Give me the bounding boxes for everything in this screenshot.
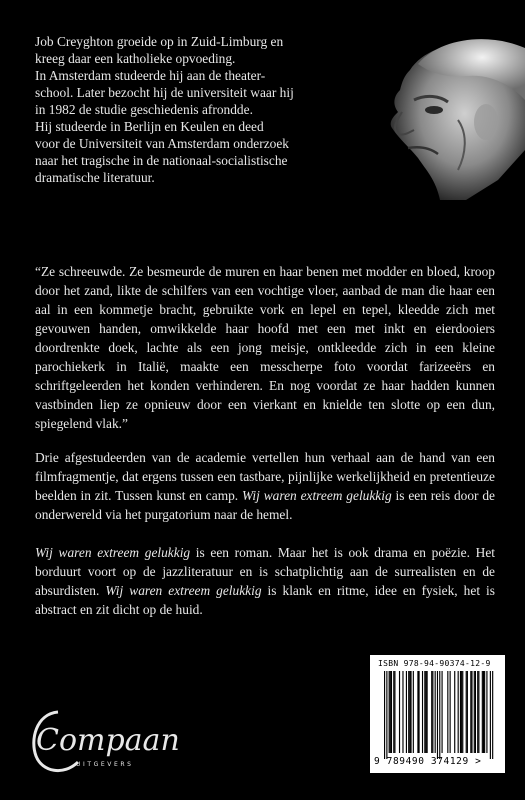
bio-line: kreeg daar een katholieke opvoeding.: [35, 51, 236, 66]
barcode-bar: [413, 671, 414, 753]
barcode-bar: [490, 671, 491, 759]
author-bio: [35, 33, 375, 186]
barcode-bar: [442, 671, 443, 753]
blurb-text: is klank en ritme, idee en fysiek, het is abstract en zit dicht op de huid.: [35, 583, 495, 617]
barcode-bar: [447, 671, 448, 753]
barcode-bar: [389, 671, 390, 753]
publisher-sub-text: UITGEVERS: [76, 761, 134, 768]
isbn-label: ISBN 978-94-90374-12-9: [378, 659, 491, 668]
blurb-paragraph-2: [35, 543, 495, 619]
barcode-bar: [427, 671, 428, 753]
barcode-bar: [492, 671, 493, 759]
barcode-bar: [450, 671, 451, 753]
book-title: Wij waren extreem gelukkig: [35, 545, 191, 560]
book-title: Wij waren extreem gelukkig: [105, 583, 262, 598]
bio-line: school. Later bezocht hij de universiteit waar hij: [35, 85, 294, 100]
barcode-bar: [431, 671, 432, 753]
barcode-bar: [462, 671, 463, 753]
barcode-bar: [474, 671, 475, 753]
barcode-bar: [467, 671, 468, 753]
bio-line: Job Creyghton groeide op in Zuid-Limburg en: [35, 34, 284, 49]
quote-text: “Ze schreeuwde. Ze besmeurde de muren en haar benen met modder en bloed, kroop door het zand, likte de schilfers van een vochtige vloer, aanbad de man die haar een aal in een kommetje bracht, gebruikte vork en lepel en tepel, kleedde zich met gevouwen handen, omwikkelde haar hoofd met een met inkt en eierdooiers doordrenkte doek, lachte als een jong meisje, ontkleedde zich in een kleine parochiekerk in Italië, maakte een messcherpe foto voordat farizeeërs en schriftgeleerden het konden verhinderen. En nog voordat ze haar hadden kunnen vastbinden liep ze opnieuw door een vierkant en knielde ten slotte op een dun, spiegelend vlak.”: [35, 264, 495, 431]
barcode-bar: [458, 671, 459, 753]
barcode-bar: [424, 671, 425, 753]
blurb-text: is een roman. Maar het is ook drama en poëzie. Het borduurt voort op de jazzliteratuur en is schatplichtig aan de surrealisten en de absurdisten.: [35, 545, 495, 598]
bio-line: naar het tragische in de nationaal-socialistische: [35, 153, 288, 168]
bio-line: Hij studeerde in Berlijn en Keulen en deed: [35, 119, 264, 134]
barcode-bar: [410, 671, 411, 753]
book-title: Wij waren extreem gelukkig: [242, 488, 392, 503]
barcode-bar: [470, 671, 471, 753]
barcode-bar: [393, 671, 394, 753]
isbn-barcode: [370, 655, 505, 773]
barcode-bar: [439, 671, 440, 759]
bio-line: In Amsterdam studeerde hij aan de theater-: [35, 68, 266, 83]
barcode-bar: [399, 671, 400, 753]
barcode-bar: [475, 671, 476, 753]
barcode-bar: [390, 671, 391, 753]
publisher-logo-text: Compaan: [36, 723, 178, 758]
barcode-bar: [419, 671, 420, 753]
barcode-bar: [460, 671, 461, 753]
barcode-bar: [391, 671, 392, 753]
barcode-bar: [435, 671, 436, 753]
blurb-text: Drie afgestudeerden van de academie vertellen hun verhaal aan de hand van een filmfragmentje, dat ergens tussen een tastbare, pijnlijke werkelijkheid en pretentieuze beelden in zit. Tussen kunst en camp.: [35, 450, 495, 503]
barcode-bar: [482, 671, 483, 753]
barcode-bar: [417, 671, 418, 753]
bio-line: dramatische literatuur.: [35, 170, 155, 185]
barcode-bar: [402, 671, 403, 753]
barcode-bar: [406, 671, 407, 753]
barcode-bar: [432, 671, 433, 753]
barcode-bar: [425, 671, 426, 753]
barcode-bar: [386, 671, 387, 759]
barcode-bar: [394, 671, 395, 753]
barcode-bar: [437, 671, 438, 759]
barcode-bar: [478, 671, 479, 753]
barcode-bar: [384, 671, 385, 759]
barcode-bar: [461, 671, 462, 753]
blurb-text: is een reis door de onderwereld via het purgatorium naar de hemel.: [35, 488, 495, 522]
bio-line: voor de Universiteit van Amsterdam onderzoek: [35, 136, 289, 151]
barcode-bar: [422, 671, 423, 753]
barcode-digits: 9 789490 374129 >: [374, 756, 482, 767]
barcode-bar: [466, 671, 467, 753]
barcode-bar: [408, 671, 409, 753]
book-quote: [35, 262, 495, 433]
barcode-bar: [484, 671, 485, 753]
bio-line: in 1982 de studie geschiedenis afrondde.: [35, 102, 253, 117]
barcode-bar: [483, 671, 484, 753]
author-portrait: [348, 30, 525, 200]
blurb-paragraph-1: [35, 448, 495, 524]
barcode-bar: [471, 671, 472, 753]
barcode-bar: [409, 671, 410, 753]
barcode-bar: [454, 671, 455, 753]
barcode-bar: [486, 671, 487, 753]
book-blurb: [35, 448, 495, 638]
publisher-logo: [28, 700, 178, 780]
barcode-bar: [477, 671, 478, 753]
